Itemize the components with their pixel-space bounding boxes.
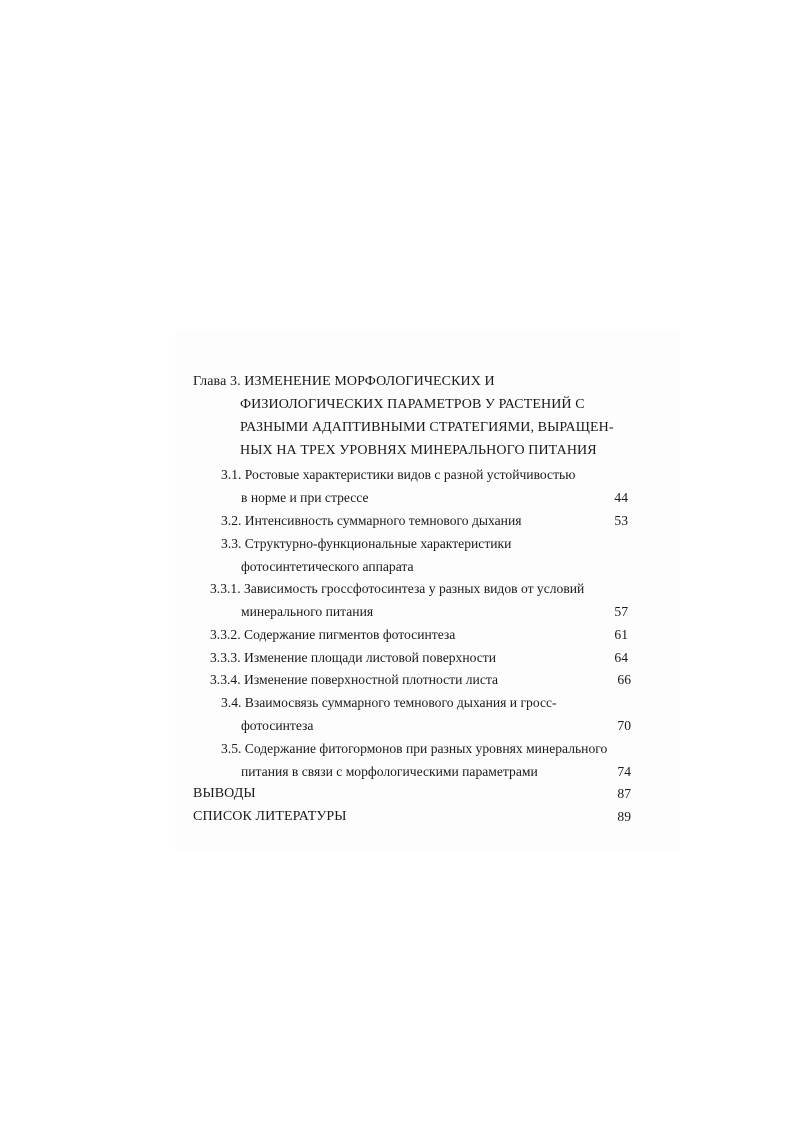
entry-number: 3.3.2. bbox=[210, 627, 241, 642]
toc-entry-3-1[interactable] bbox=[221, 467, 575, 483]
entry-number: 3.3.3. bbox=[210, 650, 241, 665]
entry-title: Ростовые характеристики видов с разной устойчивостью bbox=[244, 467, 576, 482]
page-number: 64 bbox=[614, 650, 628, 665]
page-number: 57 bbox=[614, 604, 628, 619]
page-number: 87 bbox=[617, 786, 631, 801]
entry-number: 3.3.1. bbox=[210, 581, 241, 596]
toc-entry-3-5[interactable] bbox=[221, 741, 607, 757]
entry-number: 3.3. bbox=[221, 536, 242, 551]
toc-entry-3-3-2[interactable] bbox=[210, 627, 455, 643]
page-number: 44 bbox=[614, 490, 628, 505]
entry-number: 3.1. bbox=[221, 467, 242, 482]
entry-number: 3.2. bbox=[221, 513, 242, 528]
chapter-title-line: ИЗМЕНЕНИЕ МОРФОЛОГИЧЕСКИХ И bbox=[244, 374, 495, 389]
entry-title: Содержание фитогормонов при разных уровнях минерального bbox=[244, 741, 608, 756]
chapter-title-line: ФИЗИОЛОГИЧЕСКИХ ПАРАМЕТРОВ У РАСТЕНИЙ С bbox=[240, 397, 585, 412]
entry-title: Изменение поверхностной плотности листа bbox=[244, 672, 498, 687]
entry-title: Зависимость гроссфотосинтеза у разных видов от условий bbox=[244, 581, 585, 596]
page-number: 61 bbox=[614, 627, 628, 642]
page-number: 70 bbox=[617, 718, 631, 733]
page-number: 89 bbox=[617, 809, 631, 824]
chapter-heading-line-1 bbox=[193, 374, 495, 390]
entry-number: 3.3.4. bbox=[210, 672, 241, 687]
entry-number: 3.4. bbox=[221, 695, 242, 710]
entry-title: Взаимосвязь суммарного темнового дыхания и гросс- bbox=[244, 695, 557, 710]
entry-title-continuation: питания в связи с морфологическими параметрами bbox=[241, 764, 538, 779]
chapter-title-line: РАЗНЫМИ АДАПТИВНЫМИ СТРАТЕГИЯМИ, ВЫРАЩЕН- bbox=[240, 420, 614, 435]
entry-title: Структурно-функциональные характеристики bbox=[244, 536, 512, 551]
page-number: 66 bbox=[617, 672, 631, 687]
toc-entry-3-3-1[interactable] bbox=[210, 581, 584, 597]
entry-number: 3.5. bbox=[221, 741, 242, 756]
toc-entry-3-4[interactable] bbox=[221, 695, 557, 711]
chapter-title-line: НЫХ НА ТРЕХ УРОВНЯХ МИНЕРАЛЬНОГО ПИТАНИЯ bbox=[240, 443, 597, 458]
toc-entry-3-2[interactable] bbox=[221, 513, 521, 529]
toc-entry-3-3-4[interactable] bbox=[210, 672, 498, 688]
chapter-label: Глава 3. bbox=[193, 374, 241, 389]
toc-entry-3-3-3[interactable] bbox=[210, 650, 496, 666]
entry-title: Содержание пигментов фотосинтеза bbox=[244, 627, 456, 642]
toc-entry-references[interactable]: СПИСОК ЛИТЕРАТУРЫ bbox=[193, 809, 347, 824]
entry-title-continuation: в норме и при стрессе bbox=[241, 490, 369, 505]
page-number: 53 bbox=[614, 513, 628, 528]
page-number: 74 bbox=[617, 764, 631, 779]
entry-title-continuation: фотосинтеза bbox=[241, 718, 314, 733]
toc-entry-conclusions[interactable]: ВЫВОДЫ bbox=[193, 786, 256, 801]
entry-title: Интенсивность суммарного темнового дыхания bbox=[244, 513, 522, 528]
entry-title: Изменение площади листовой поверхности bbox=[244, 650, 497, 665]
entry-title-continuation: минерального питания bbox=[241, 604, 374, 619]
toc-entry-3-3[interactable] bbox=[221, 536, 511, 552]
entry-title-continuation: фотосинтетического аппарата bbox=[241, 559, 414, 574]
